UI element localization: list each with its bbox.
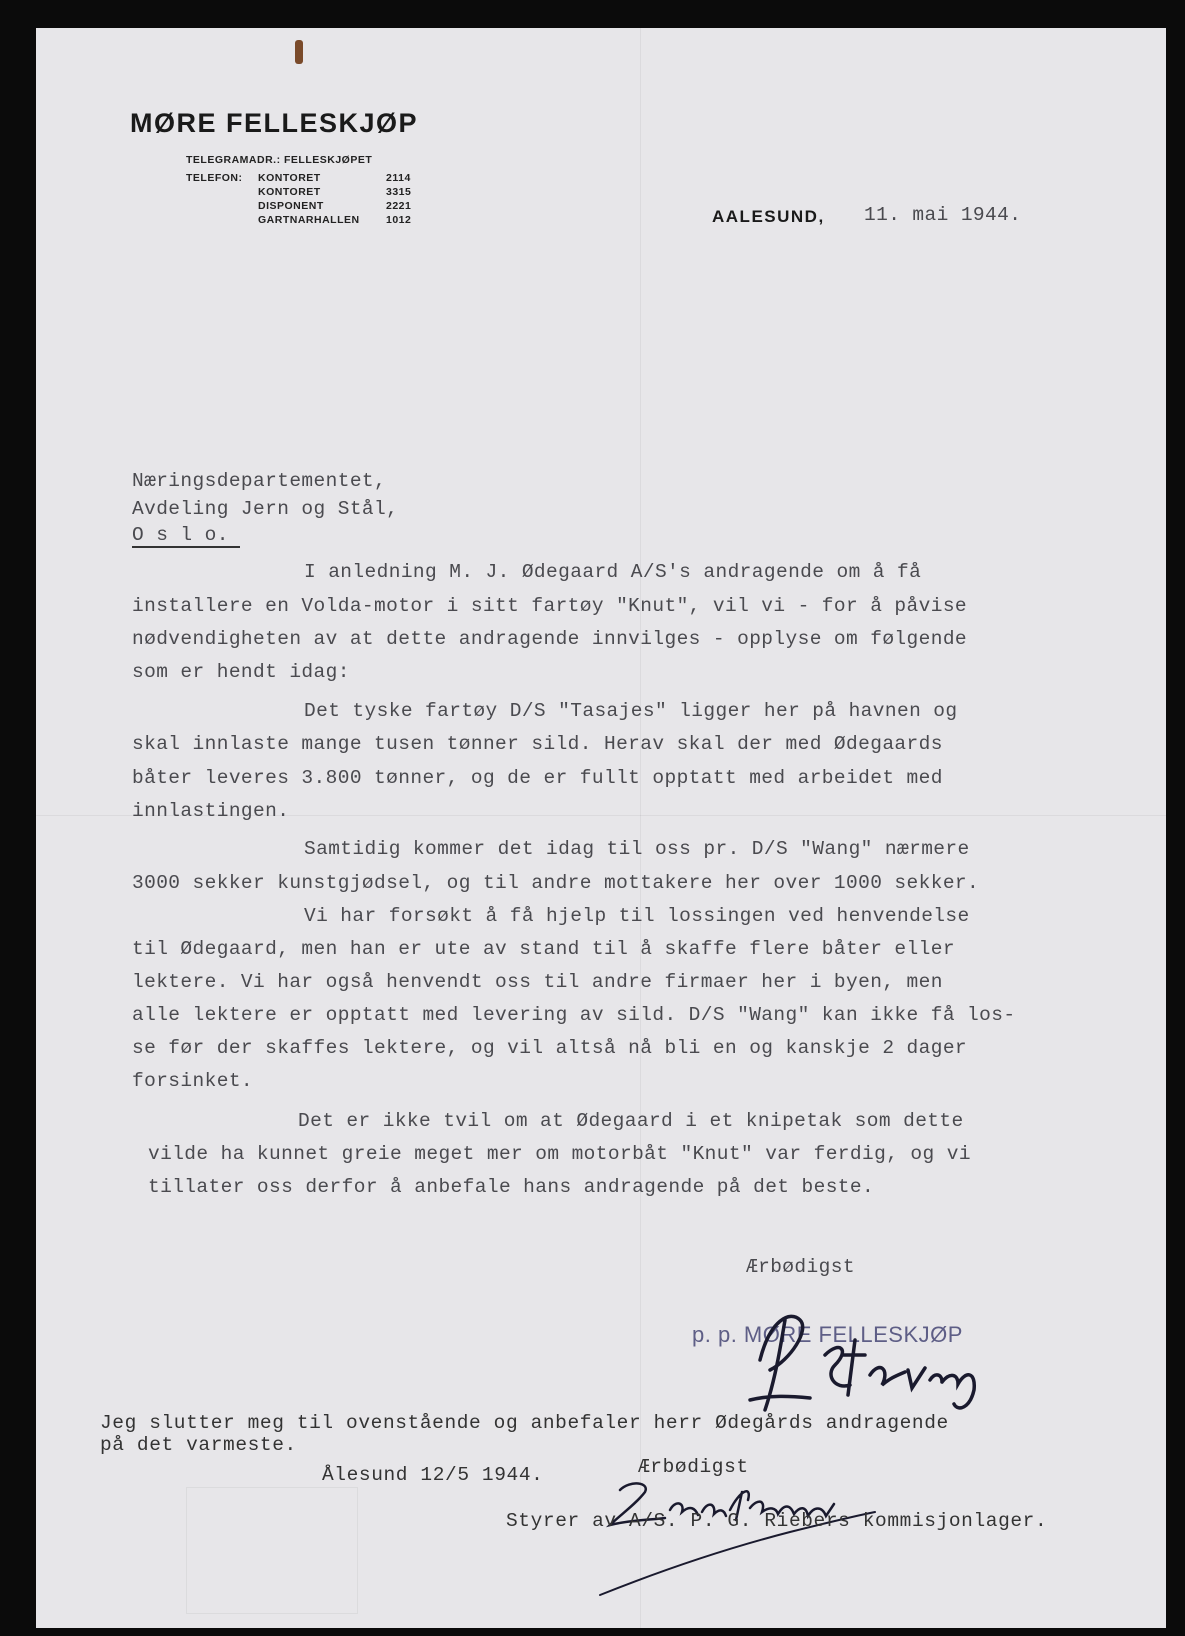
addendum-line: Jeg slutter meg til ovenstående og anbefaler herr Ødegårds andragende (100, 1412, 949, 1434)
addendum-place-date: Ålesund 12/5 1944. (322, 1464, 544, 1486)
fold-line-vertical (640, 28, 641, 1628)
body-line: til Ødegaard, men han er ute av stand til å skaffe flere båter eller (132, 938, 955, 960)
body-line: Det tyske fartøy D/S "Tasajes" ligger her på havnen og (304, 700, 958, 722)
telegram-address: TELEGRAMADR.: FELLESKJØPET (186, 154, 373, 166)
signature-staving (730, 1300, 1030, 1420)
phone-label: TELEFON: (186, 172, 243, 184)
phone-number: 3315 (386, 186, 412, 198)
recipient-underline (132, 546, 240, 548)
paper-stain (295, 40, 303, 64)
body-line: lektere. Vi har også henvendt oss til andre firmaer her i byen, men (132, 971, 943, 993)
body-line: se før der skaffes lektere, og vil altså nå bli en og kanskje 2 dager (132, 1037, 968, 1059)
recipient-line: Avdeling Jern og Stål, (132, 498, 399, 520)
closing: Ærbødigst (746, 1256, 855, 1278)
body-line: som er hendt idag: (132, 661, 350, 683)
recipient-line: Næringsdepartementet, (132, 470, 387, 492)
addendum-closing: Ærbødigst (638, 1456, 749, 1478)
signature-hansen (590, 1470, 890, 1610)
body-line: nødvendigheten av at dette andragende innvilges - opplyse om følgende (132, 628, 968, 650)
letter-place: AALESUND, (712, 207, 825, 226)
phone-name: KONTORET (258, 172, 321, 184)
company-name: MØRE FELLESKJØP (130, 108, 419, 138)
body-line: Samtidig kommer det idag til oss pr. D/S "Wang" nærmere (304, 838, 970, 860)
body-line: 3000 sekker kunstgjødsel, og til andre mottakere her over 1000 sekker. (132, 872, 980, 894)
body-line: tillater oss derfor å anbefale hans andragende på det beste. (148, 1176, 875, 1198)
body-line: skal innlaste mange tusen tønner sild. Herav skal der med Ødegaards (132, 733, 943, 755)
recipient-city: O s l o. (132, 524, 229, 546)
faded-stamp (186, 1487, 358, 1614)
phone-number: 1012 (386, 214, 412, 226)
addendum-line: på det varmeste. (100, 1434, 297, 1456)
phone-number: 2114 (386, 172, 411, 184)
body-line: båter leveres 3.800 tønner, og de er fullt opptatt med arbeidet med (132, 767, 943, 789)
phone-name: DISPONENT (258, 200, 324, 212)
phone-name: KONTORET (258, 186, 321, 198)
body-line: vilde ha kunnet greie meget mer om motorbåt "Knut" var ferdig, og vi (148, 1143, 971, 1165)
phone-name: GARTNARHALLEN (258, 214, 360, 226)
body-line: I anledning M. J. Ødegaard A/S's andragende om å få (304, 561, 922, 583)
body-line: Vi har forsøkt å få hjelp til lossingen ved henvendelse (304, 905, 970, 927)
company-stamp: p. p. MØRE FELLESKJØP (692, 1322, 963, 1347)
body-line: installere en Volda-motor i sitt fartøy "Knut", vil vi - for å påvise (132, 595, 968, 617)
addendum-title: Styrer av A/S. P. G. Riebers kommisjonlager. (506, 1510, 1048, 1532)
body-line: Det er ikke tvil om at Ødegaard i et knipetak som dette (298, 1110, 964, 1132)
letter-date: 11. mai 1944. (864, 204, 1022, 226)
phone-number: 2221 (386, 200, 412, 212)
body-line: innlastingen. (132, 800, 290, 822)
body-line: alle lektere er opptatt med levering av sild. D/S "Wang" kan ikke få los- (132, 1004, 1016, 1026)
body-line: forsinket. (132, 1070, 254, 1092)
